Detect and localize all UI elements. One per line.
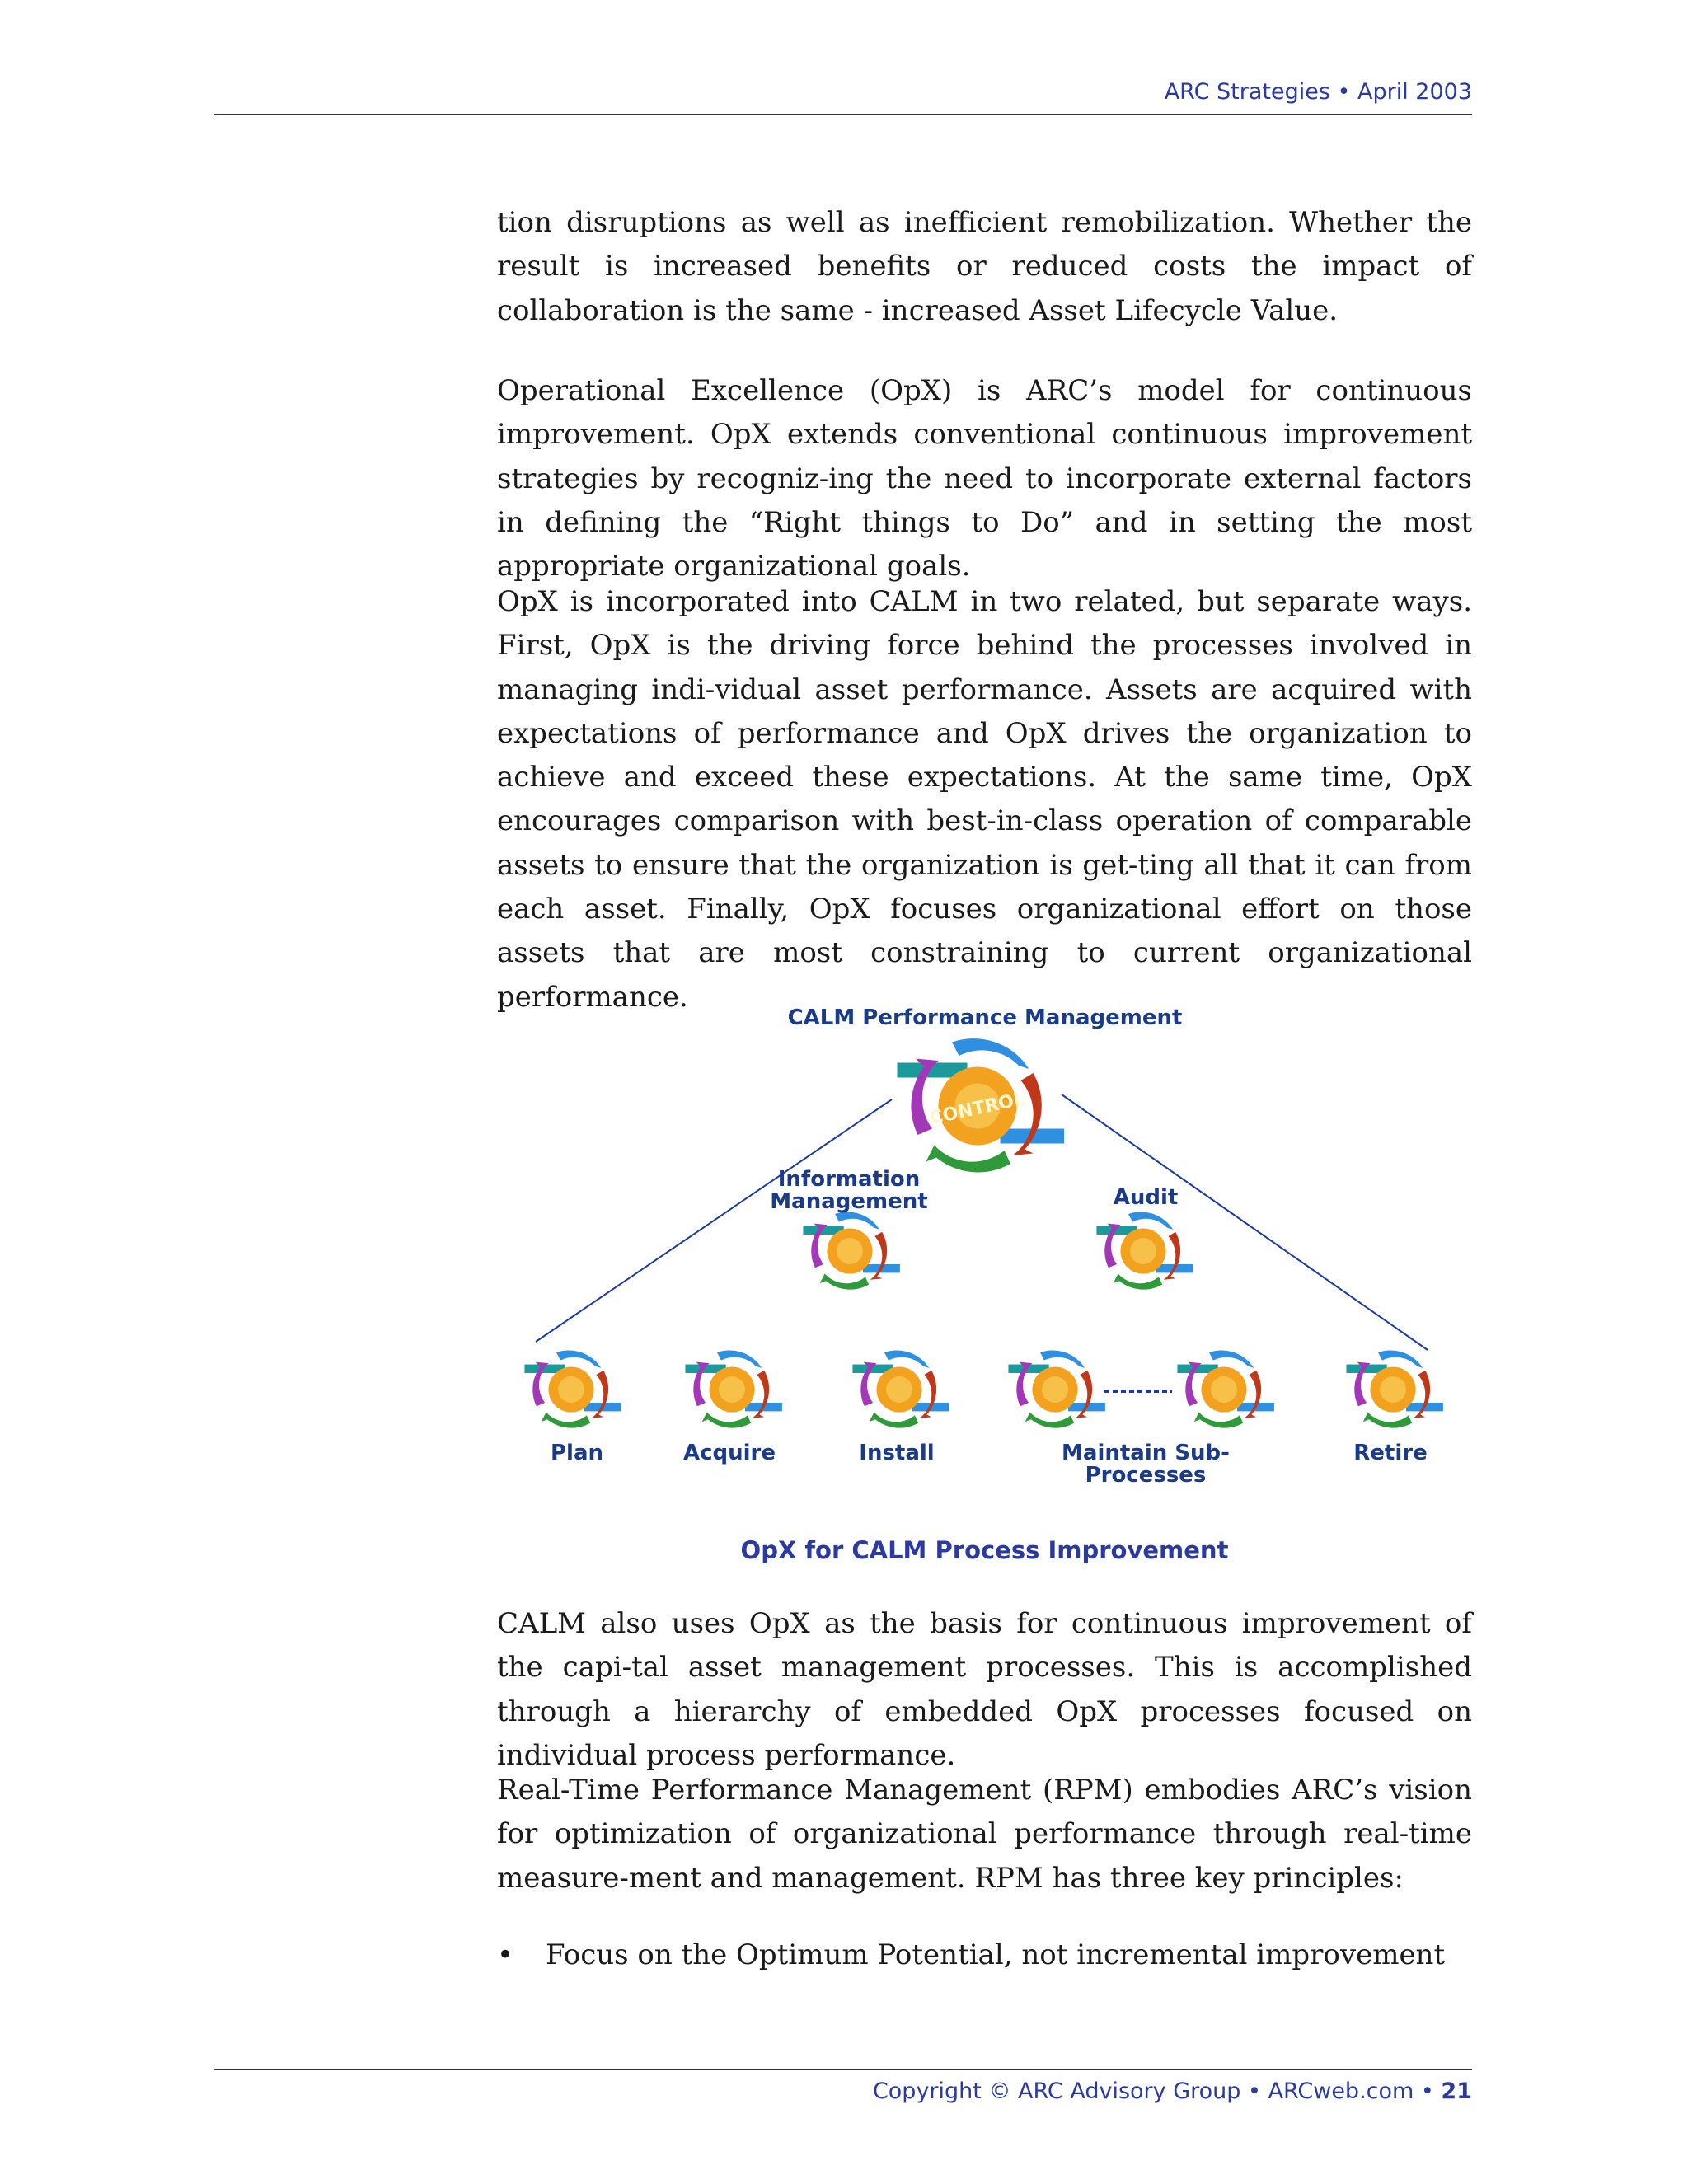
- maintain-cycle-2: [1177, 1350, 1273, 1427]
- running-header: ARC Strategies • April 2003: [1164, 79, 1472, 105]
- paragraph-5: Real-Time Performance Management (RPM) embodies ARC’s vision for optimization of organizational performance through real-time measure-ment and management. RPM has three key principles:: [497, 1774, 1472, 1895]
- figure-caption: OpX for CALM Process Improvement: [740, 1536, 1229, 1564]
- footer-copyright: Copyright © ARC Advisory Group • ARCweb.com •: [872, 2079, 1442, 2104]
- install-label: Install: [859, 1441, 935, 1465]
- footer-rule: [214, 2069, 1472, 2070]
- acquire-label: Acquire: [682, 1441, 776, 1465]
- paragraph-3: OpX is incorporated into CALM in two related, but separate ways. First, OpX is the driving force behind the processes involved in managing indi-vidual asset performance. Assets are acquired with expectations of performance and OpX drives the organization to achieve and exceed these expectations. At the same time, OpX encourages comparison with best-in-class operation of comparable assets to ensure that the organization is get-ting all that it can from each asset. Finally, OpX focuses organizational effort on those assets that are most constraining to current organizational performance.: [497, 585, 1472, 1014]
- bullet-dot: •: [497, 1938, 514, 1971]
- bullet-text: Focus on the Optimum Potential, not incremental improvement: [546, 1938, 1446, 1971]
- info-management-cycle: [803, 1212, 899, 1289]
- paragraph-1: tion disruptions as well as inefficient remobilization. Whether the result is increased benefits or reduced costs the impact of collaboration is the same - increased Asset Lifecycle Value.: [497, 206, 1472, 327]
- acquire-cycle: [685, 1350, 781, 1427]
- plan-label: Plan: [550, 1441, 604, 1465]
- retire-label: Retire: [1353, 1441, 1428, 1465]
- retire-cycle: [1346, 1350, 1442, 1427]
- header-rule: [214, 114, 1472, 115]
- running-footer: [214, 2079, 1472, 2104]
- info-management-label: [742, 1169, 956, 1213]
- maintain-cycle-1: [1008, 1350, 1104, 1427]
- page-number: 21: [1441, 2079, 1472, 2104]
- info-management-line1: Information: [777, 1167, 921, 1192]
- calm-opx-diagram: [495, 997, 1472, 1508]
- paragraph-2: Operational Excellence (OpX) is ARC’s model for continuous improvement. OpX extends conventional continuous improvement strategies by recogniz-ing the need to incorporate external factors in defining the “Right things to Do” and in setting the most appropriate organizational goals.: [497, 374, 1472, 583]
- hierarchy-line-right: [1062, 1094, 1428, 1350]
- plan-cycle: [524, 1350, 621, 1427]
- maintain-line1: Maintain Sub-: [1062, 1441, 1230, 1465]
- maintain-line2: Processes: [1085, 1463, 1207, 1488]
- calm-performance-label: CALM Performance Management: [787, 1005, 1183, 1030]
- audit-cycle: [1096, 1212, 1193, 1289]
- install-cycle: [852, 1350, 949, 1427]
- top-cycle-text: CONTROL: [927, 1089, 1028, 1129]
- audit-label: Audit: [1113, 1185, 1179, 1210]
- paragraph-4: CALM also uses OpX as the basis for continuous improvement of the capi-tal asset management processes. This is accomplished through a hierarchy of embedded OpX processes focused on individual process performance.: [497, 1607, 1472, 1772]
- diagram-graphic: [495, 997, 1472, 1508]
- maintain-label: [1014, 1442, 1278, 1487]
- info-management-line2: Management: [770, 1189, 928, 1214]
